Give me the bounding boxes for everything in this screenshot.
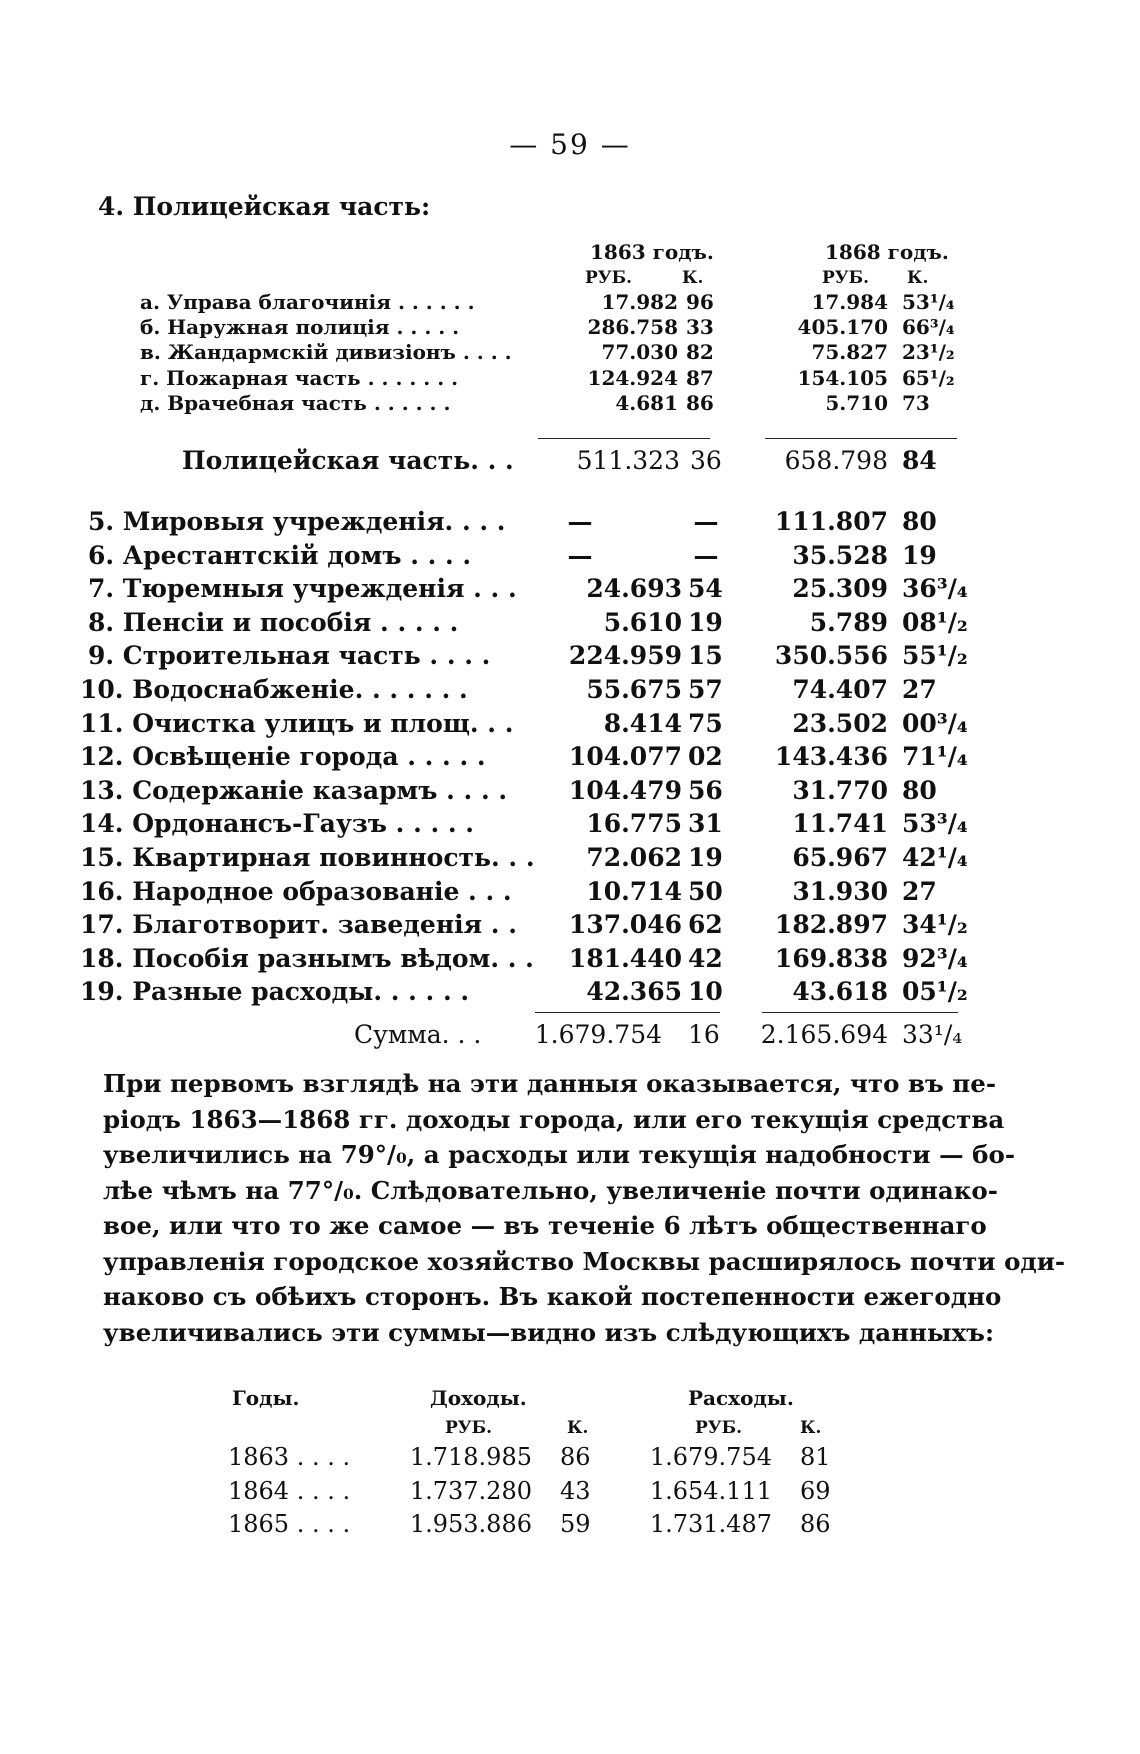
- rub-1863: 1.679.754: [534, 1020, 662, 1049]
- kop-1863: —: [693, 540, 719, 570]
- rub-1863: 24.693: [586, 574, 682, 604]
- expense-rub: 1.731.487: [649, 1510, 772, 1538]
- rub-1863: 17.982: [601, 290, 678, 314]
- expense-row: [0, 809, 1140, 843]
- rub-1863: 104.479: [568, 775, 682, 805]
- kop-1868: 80: [902, 507, 937, 536]
- row-label: а. Управа благочинія . . . . . .: [140, 290, 475, 314]
- row-label: 16. Народное образованіе . . .: [80, 876, 512, 906]
- rub-1868: 17.984: [811, 290, 888, 314]
- rub-1868: 182.897: [774, 910, 888, 940]
- row-label: д. Врачебная часть . . . . . .: [140, 391, 451, 415]
- income-rub: 1.718.985: [409, 1443, 532, 1471]
- rub-1868: 43.618: [792, 977, 888, 1007]
- kop-1868: 27: [902, 876, 937, 906]
- kop-1863: 75: [688, 708, 723, 738]
- rub-1868: 2.165.694: [760, 1020, 888, 1049]
- paragraph-line: При первомъ взглядѣ на эти данныя оказывается, что въ пе-: [103, 1069, 996, 1098]
- kop-1868: 73: [902, 391, 930, 415]
- sum-rule-1868: [762, 1012, 958, 1013]
- row-label: 6. Арестантскій домъ . . . .: [88, 540, 472, 570]
- kop-1868: 65¹/₂: [902, 366, 955, 390]
- rub-1863: 124.924: [587, 366, 678, 390]
- year: 1865 . . . .: [228, 1510, 351, 1538]
- row-label: 10. Водоснабженіе. . . . . . .: [80, 675, 468, 704]
- rub-1868: 74.407: [792, 675, 888, 704]
- year-header-1863: 1863 годъ.: [590, 240, 714, 264]
- kop-1863: 42: [688, 943, 723, 973]
- row-label: б. Наружная полиція . . . . .: [140, 315, 460, 339]
- rub-1868: 25.309: [792, 574, 888, 604]
- rub-1868: 154.105: [797, 366, 888, 390]
- police-total-row: [0, 446, 1140, 480]
- rub-1863: 55.675: [586, 675, 682, 704]
- row-label: 13. Содержаніе казармъ . . . .: [80, 775, 508, 805]
- kop-1863: 33: [686, 315, 714, 339]
- rub-1863: 16.775: [586, 809, 682, 839]
- expense-row: [0, 742, 1140, 776]
- kop-1863: 87: [686, 366, 714, 390]
- kop-1863: 19: [688, 843, 723, 872]
- kop-1868: 71¹/₄: [902, 742, 968, 772]
- kop-1863: 19: [688, 607, 723, 637]
- rub-1863: 72.062: [586, 843, 682, 872]
- yearly-unit-kop-expense: К.: [800, 1418, 822, 1438]
- kop-1863: 16: [688, 1020, 720, 1049]
- kop-1863: 50: [688, 876, 723, 906]
- kop-1868: 08¹/₂: [902, 607, 968, 637]
- rub-1863: 8.414: [603, 708, 682, 738]
- kop-1868: 80: [902, 775, 937, 805]
- rub-1863: —: [567, 507, 593, 536]
- rub-1863: 224.959: [568, 641, 682, 671]
- section-title: 4. Полицейская часть:: [98, 192, 431, 221]
- expense-row: [0, 675, 1140, 709]
- row-label: 14. Ордонансъ-Гаузъ . . . . .: [80, 809, 474, 839]
- expense-row: [0, 877, 1140, 911]
- kop-1868: 19: [902, 540, 937, 570]
- rub-1868: 405.170: [797, 315, 888, 339]
- paragraph-line: управленія городское хозяйство Москвы расширялось почти оди-: [103, 1246, 1066, 1276]
- kop-1863: 10: [688, 977, 723, 1007]
- rub-1868: 143.436: [774, 742, 888, 772]
- yearly-unit-rub-income: РУБ.: [445, 1418, 493, 1438]
- kop-1863: 86: [686, 391, 714, 415]
- rub-1863: 4.681: [615, 391, 678, 415]
- kop-1868: 05¹/₂: [902, 977, 968, 1007]
- rub-1868: 658.798: [784, 446, 888, 475]
- page-number: — 59 —: [509, 128, 631, 161]
- row-label: 12. Освѣщеніе города . . . . .: [80, 742, 486, 772]
- row-label: 19. Разные расходы. . . . . .: [80, 977, 470, 1007]
- expense-kop: 81: [800, 1443, 831, 1471]
- income-kop: 59: [560, 1510, 591, 1538]
- rub-1868: 350.556: [774, 641, 888, 671]
- expense-row: [0, 541, 1140, 575]
- rub-1863: 286.758: [587, 315, 678, 339]
- rub-1868: 31.770: [792, 775, 888, 805]
- row-label: 11. Очистка улицъ и площ. . .: [80, 708, 514, 738]
- yearly-unit-rub-expense: РУБ.: [695, 1418, 743, 1438]
- rub-1868: 31.930: [792, 876, 888, 906]
- row-label: 7. Тюремныя учрежденія . . .: [88, 574, 517, 604]
- kop-1868: 42¹/₄: [902, 843, 968, 872]
- rub-1868: 35.528: [792, 540, 888, 570]
- paragraph-line: наково съ обѣихъ сторонъ. Въ какой постепенности ежегодно: [103, 1282, 1002, 1311]
- expense-row: [0, 977, 1140, 1011]
- kop-1863: 02: [688, 742, 723, 772]
- yearly-row: [0, 1477, 1140, 1511]
- row-label: 15. Квартирная повинность. . .: [80, 843, 535, 872]
- rub-1868: 75.827: [811, 340, 888, 364]
- rub-1868: 5.789: [809, 607, 888, 637]
- yearly-row: [0, 1510, 1140, 1544]
- unit-header-rub-1868: РУБ.: [822, 268, 870, 288]
- rub-1868: 65.967: [792, 843, 888, 872]
- paragraph-line: увеличивались эти суммы—видно изъ слѣдующихъ данныхъ:: [103, 1317, 994, 1347]
- kop-1863: 62: [688, 910, 723, 940]
- row-label: в. Жандармскій дивизіонъ . . . .: [140, 340, 512, 364]
- expense-row: [0, 776, 1140, 810]
- subtotal-rule-1863: [538, 438, 710, 439]
- rub-1863: 77.030: [601, 340, 678, 364]
- rub-1863: 10.714: [586, 876, 682, 906]
- expense-row: [0, 843, 1140, 877]
- yearly-row: [0, 1443, 1140, 1477]
- paragraph-line: ріодъ 1863—1868 гг. доходы города, или его текущія средства: [103, 1104, 1005, 1134]
- row-label: г. Пожарная часть . . . . . . .: [140, 366, 459, 390]
- kop-1863: 82: [686, 340, 714, 364]
- kop-1868: 53³/₄: [902, 809, 968, 839]
- kop-1868: 27: [902, 675, 937, 704]
- kop-1868: 00³/₄: [902, 708, 968, 738]
- yearly-unit-kop-income: К.: [567, 1418, 589, 1438]
- kop-1868: 55¹/₂: [902, 641, 968, 671]
- year-header-1868: 1868 годъ.: [825, 240, 949, 264]
- kop-1868: 23¹/₂: [902, 340, 955, 364]
- sum-label: Сумма. . .: [354, 1020, 482, 1049]
- kop-1868: 66³/₄: [902, 315, 955, 339]
- row-label: 5. Мировыя учрежденія. . . .: [88, 507, 506, 536]
- yearly-header-income: Доходы.: [430, 1386, 527, 1410]
- kop-1868: 33¹/₄: [902, 1020, 963, 1049]
- year: 1864 . . . .: [228, 1476, 351, 1505]
- rub-1868: 11.741: [792, 809, 888, 839]
- expense-row: [0, 507, 1140, 541]
- rub-1863: 511.323: [576, 446, 680, 475]
- income-kop: 43: [560, 1476, 591, 1505]
- kop-1868: 36³/₄: [902, 574, 968, 604]
- rub-1868: 111.807: [774, 507, 888, 536]
- row-label: 17. Благотворит. заведенія . .: [80, 910, 517, 940]
- unit-header-kop-1863: К.: [682, 268, 704, 288]
- kop-1868: 53¹/₄: [902, 290, 955, 314]
- police-row: [0, 391, 1140, 425]
- expense-row: [0, 608, 1140, 642]
- expense-kop: 69: [800, 1476, 831, 1505]
- expense-rub: 1.654.111: [649, 1476, 772, 1505]
- income-kop: 86: [560, 1443, 591, 1471]
- kop-1863: 54: [688, 574, 723, 604]
- kop-1868: 84: [902, 446, 937, 475]
- body-paragraph: [103, 1066, 1066, 1350]
- expense-row: [0, 641, 1140, 675]
- paragraph-line: вое, или что то же самое — въ теченіе 6 лѣтъ общественнаго: [103, 1211, 987, 1240]
- rub-1863: 42.365: [586, 977, 682, 1007]
- rub-1868: 5.710: [825, 391, 888, 415]
- row-label: 18. Пособія разнымъ вѣдом. . .: [80, 943, 534, 973]
- yearly-header-expense: Расходы.: [688, 1386, 794, 1410]
- kop-1868: 92³/₄: [902, 943, 968, 973]
- kop-1863: 36: [690, 446, 722, 475]
- expense-row: [0, 574, 1140, 608]
- row-label: Полицейская часть. . .: [182, 446, 514, 475]
- kop-1863: 57: [688, 675, 723, 704]
- sum-row: [0, 1020, 1140, 1054]
- rub-1863: 104.077: [568, 742, 682, 772]
- sum-rule-1863: [535, 1012, 720, 1013]
- paragraph-line: увеличились на 79°/₀, а расходы или текущія надобности — бо-: [103, 1140, 1015, 1169]
- paragraph-line: лѣе чѣмъ на 77°/₀. Слѣдовательно, увеличеніе почти одинако-: [103, 1175, 998, 1205]
- expense-rub: 1.679.754: [649, 1443, 772, 1471]
- income-rub: 1.737.280: [409, 1476, 532, 1505]
- kop-1863: —: [693, 507, 719, 536]
- rub-1868: 169.838: [774, 943, 888, 973]
- rub-1863: 181.440: [568, 943, 682, 973]
- rub-1863: —: [567, 540, 593, 570]
- kop-1863: 15: [688, 641, 723, 671]
- kop-1863: 96: [686, 290, 714, 314]
- expense-row: [0, 709, 1140, 743]
- expense-row: [0, 944, 1140, 978]
- expense-row: [0, 910, 1140, 944]
- kop-1863: 31: [688, 809, 723, 839]
- year: 1863 . . . .: [228, 1443, 351, 1471]
- expense-kop: 86: [800, 1510, 831, 1538]
- income-rub: 1.953.886: [409, 1510, 532, 1538]
- subtotal-rule-1868: [765, 438, 957, 439]
- yearly-header-years: Годы.: [232, 1386, 300, 1410]
- unit-header-kop-1868: К.: [907, 268, 929, 288]
- unit-header-rub-1863: РУБ.: [585, 268, 633, 288]
- rub-1863: 5.610: [603, 607, 682, 637]
- row-label: 8. Пенсіи и пособія . . . . .: [88, 607, 459, 637]
- rub-1868: 23.502: [792, 708, 888, 738]
- row-label: 9. Строительная часть . . . .: [88, 641, 491, 671]
- kop-1868: 34¹/₂: [902, 910, 968, 940]
- kop-1863: 56: [688, 775, 723, 805]
- rub-1863: 137.046: [568, 910, 682, 940]
